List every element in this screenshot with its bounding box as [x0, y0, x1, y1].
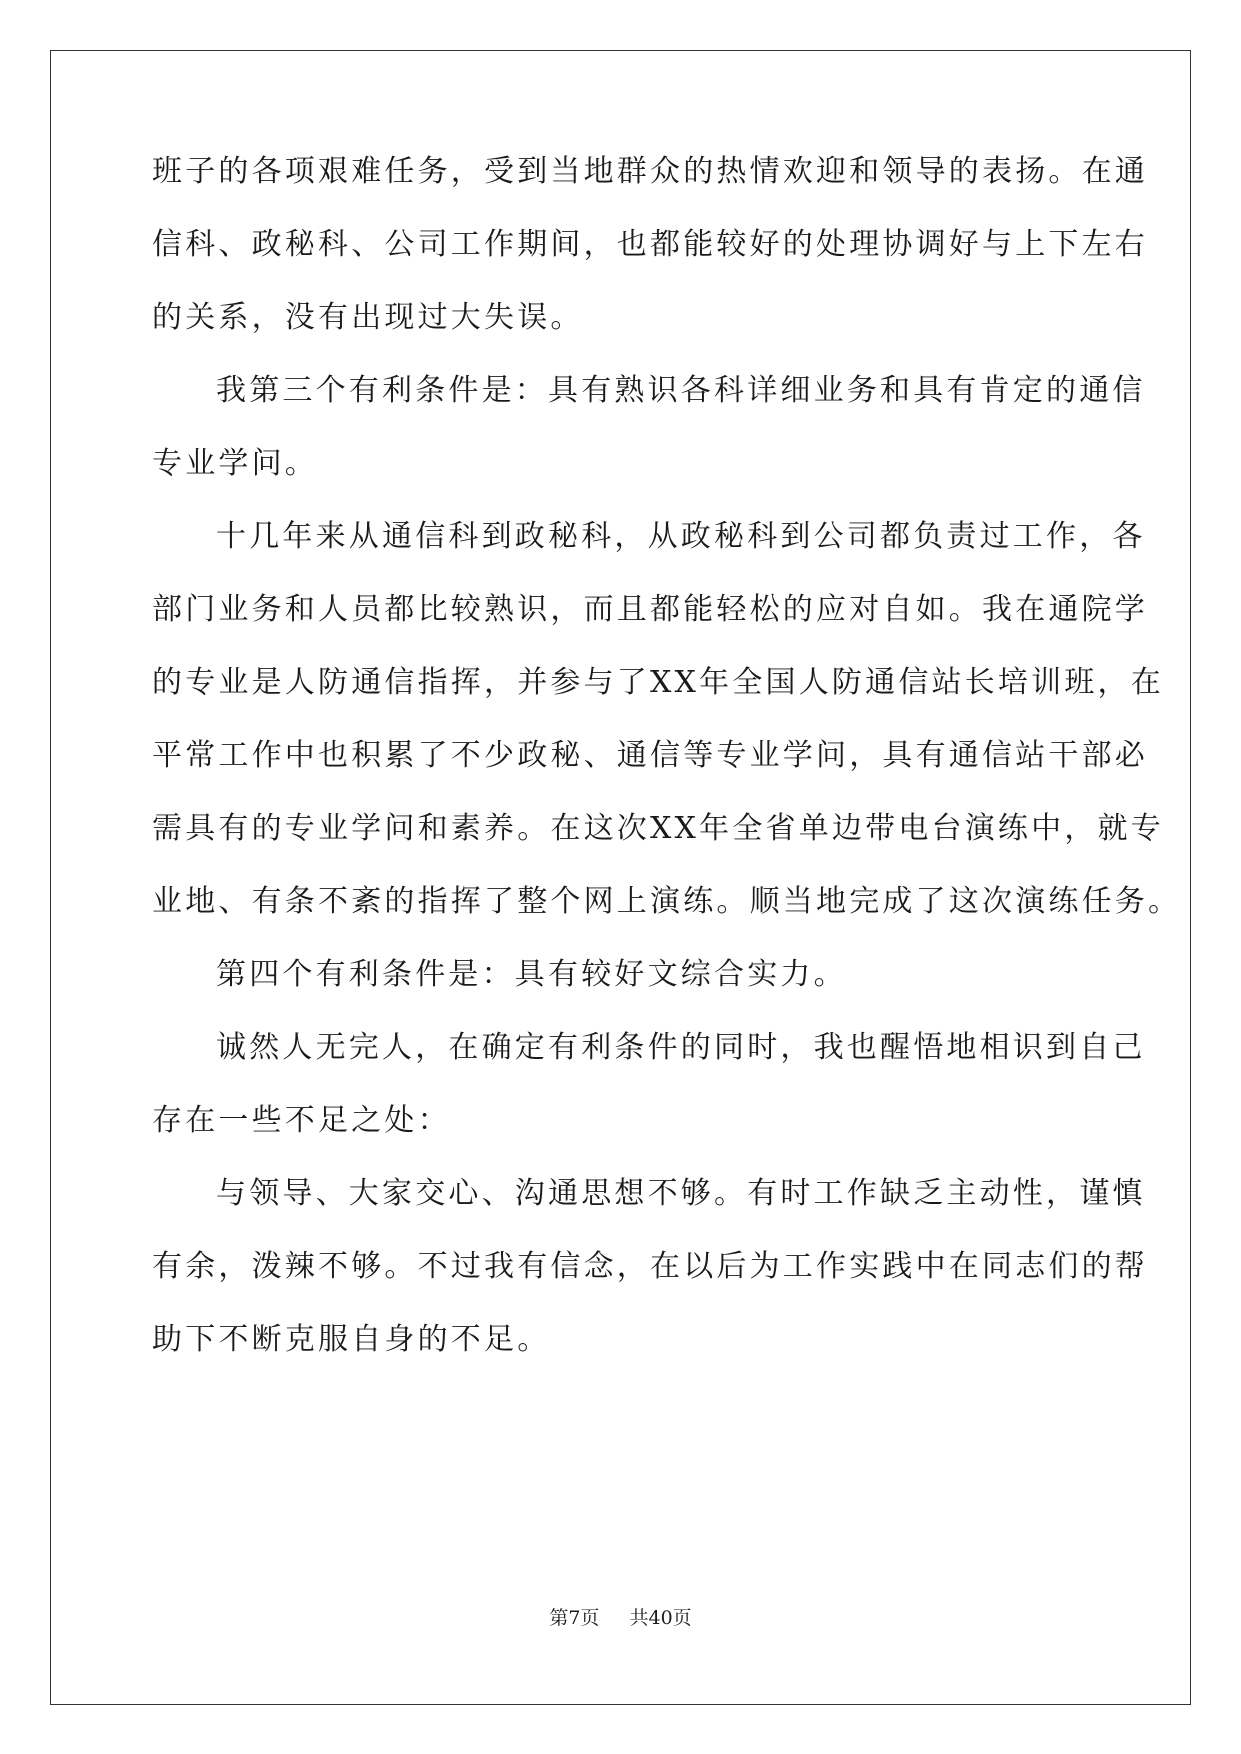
page-border	[50, 50, 1191, 1705]
text-line: 与领导、大家交心、沟通思想不够。有时工作缺乏主动性，谨慎	[216, 1176, 1146, 1211]
page-footer	[0, 1609, 1241, 1628]
text-line: 班子的各项艰难任务，受到当地群众的热情欢迎和领导的表扬。在通	[152, 154, 1148, 189]
text-line: 需具有的专业学问和素养。在这次XX年全省单边带电台演练中，就专	[152, 811, 1164, 846]
text-line: 我第三个有利条件是：具有熟识各科详细业务和具有肯定的通信	[216, 373, 1146, 408]
text-line: 第四个有利条件是：具有较好文综合实力。	[216, 957, 847, 992]
text-line: 助下不断克服自身的不足。	[152, 1322, 551, 1357]
text-line: 有余，泼辣不够。不过我有信念，在以后为工作实践中在同志们的帮	[152, 1249, 1148, 1284]
text-line: 业地、有条不紊的指挥了整个网上演练。顺当地完成了这次演练任务。	[152, 884, 1182, 919]
text-line: 诚然人无完人，在确定有利条件的同时，我也醒悟地相识到自己	[216, 1030, 1146, 1065]
text-line: 专业学问。	[152, 446, 318, 481]
text-line: 部门业务和人员都比较熟识，而且都能轻松的应对自如。我在通院学	[152, 592, 1148, 627]
page-number: 第7页	[549, 1607, 600, 1629]
text-line: 存在一些不足之处：	[152, 1103, 451, 1138]
text-line: 信科、政秘科、公司工作期间，也都能较好的处理协调好与上下左右	[152, 227, 1148, 262]
text-line: 平常工作中也积累了不少政秘、通信等专业学问，具有通信站干部必	[152, 738, 1148, 773]
text-line: 十几年来从通信科到政秘科，从政秘科到公司都负责过工作，各	[216, 519, 1146, 554]
page-total: 共40页	[629, 1607, 692, 1629]
text-line: 的关系，没有出现过大失误。	[152, 300, 584, 335]
text-line: 的专业是人防通信指挥，并参与了XX年全国人防通信站长培训班，在	[152, 665, 1164, 700]
